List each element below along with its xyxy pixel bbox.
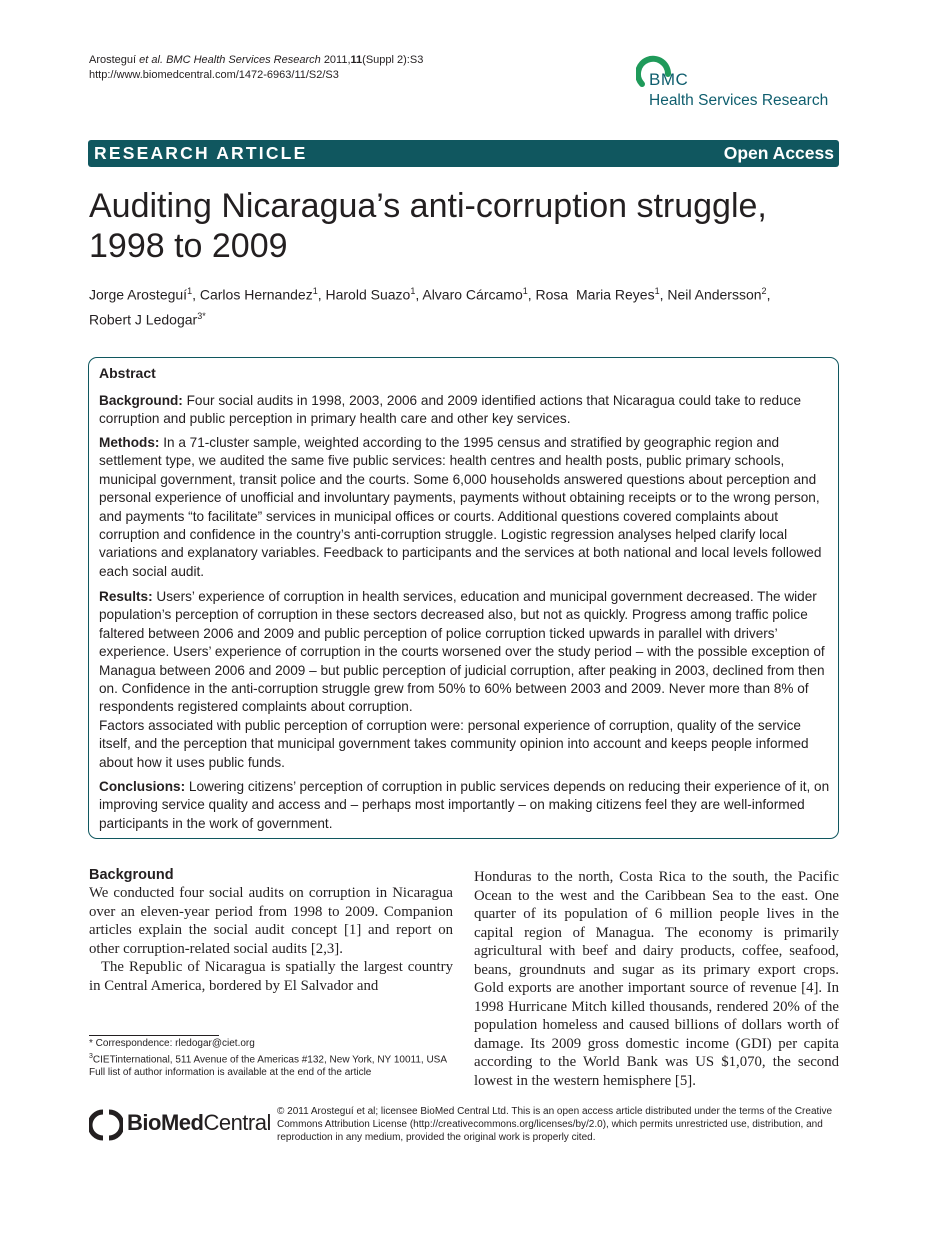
- affiliation-text: CIETinternational, 511 Avenue of the Americas #132, New York, NY 10011, USA: [92, 1054, 448, 1066]
- biomed-bold: BioMed: [127, 1110, 204, 1135]
- body-paragraph: The Republic of Nicaragua is spatially the largest country in Central America, bordered by El Salvador and: [89, 959, 453, 994]
- abstract-background-text: Four social audits in 1998, 2003, 2006 and 2009 identified actions that Nicaragua could take to reduce corruption and public perception in primary health care and other key services.: [99, 393, 802, 427]
- article-title: [89, 186, 849, 266]
- abstract-results: [99, 588, 834, 772]
- abstract-methods-label: Methods:: [99, 435, 160, 450]
- body-column-left: [89, 866, 453, 995]
- author-affil-sup: 1: [410, 286, 416, 296]
- footnote-rule: [89, 1035, 219, 1036]
- biomed-central-logo: [89, 1107, 271, 1143]
- citation-author: Arosteguí: [89, 54, 137, 66]
- abstract-background: [99, 392, 834, 429]
- title-line-1: Auditing Nicaragua’s anti-corruption struggle,: [89, 187, 767, 225]
- article-type-label: RESEARCH ARTICLE: [94, 143, 308, 163]
- abstract-methods: [99, 434, 834, 581]
- abstract-results-text-2: Factors associated with public perception of corruption were: personal experience of corruption, quality of the service itself, and the perception that municipal government takes community opinion into account and keeps people informed about how it uses public funds.: [99, 717, 809, 770]
- citation-volume: 11: [350, 54, 363, 66]
- author: Robert J Ledogar: [89, 311, 198, 328]
- abstract-heading: Abstract: [99, 365, 156, 381]
- abstract-results-text: Users’ experience of corruption in health services, education and municipal government decreased. The wider population’s perception of corruption in these sectors decreased also, but not as quickly. Progress among traffic police faltered between 2006 and 2009 and public perception of police corruption ticked upwards in parallel with drivers’ experience. Users’ experience of corruption in the courts worsened over the study period – with the possible exception of Managua between 2006 and 2009 – but public perception of judicial corruption, after peaking in 2003, declined from then on. Confidence in the anti-corruption struggle grew from 50% to 60% between 2003 and 2009. Never more than 8% of respondents registered complaints about corruption.: [99, 589, 825, 715]
- citation-header: [89, 53, 423, 83]
- abstract-conclusions-text: Lowering citizens’ perception of corruption in public services depends on reducing their experience of it, on improving service quality and access and – perhaps most importantly – on making citizens feel they are well-informed participants in the work of government.: [99, 779, 830, 831]
- author-affil-sup: 1: [187, 286, 193, 296]
- bmc-journal-logo: [632, 52, 842, 116]
- abstract-conclusions-label: Conclusions:: [99, 779, 186, 794]
- author: Alvaro Cárcamo: [422, 286, 523, 303]
- author-affil-sup: 1: [654, 286, 660, 296]
- citation-url[interactable]: http://www.biomedcentral.com/1472-6963/11/S2/S3: [89, 69, 339, 81]
- full-list-note: Full list of author information is available at the end of the article: [89, 1067, 372, 1079]
- abstract-methods-text: In a 71-cluster sample, weighted according to the 1995 census and stratified by geographic region and settlement type, we audited the same five public services: health centres and health posts, public primary schools, municipal government, transit police and the courts. Some 6,000 households answered questions about perception and personal experience of unofficial and involuntary payments, payments without obtaining receipts or to the wrong person, and payments “to facilitate” services in municipal offices or courts. Additional questions covered complaints about corruption and confidence in the country’s anti-corruption struggle. Logistic regression analyses helped clarify local variations and explanatory variables. Feedback to participants and the services at both national and local levels followed each social audit.: [99, 435, 822, 579]
- bmc-logo-mark: BMC: [649, 70, 689, 89]
- citation-etal: et al.: [139, 54, 164, 66]
- license-text: © 2011 Arosteguí et al; licensee BioMed Central Ltd. This is an open access article distributed under the terms of the Creative Commons Attribution License (http://creativecommons.org/licenses/by/2.0), which permits unrestricted use, distribution, and reproduction in any medium, provided the original work is properly cited.: [277, 1106, 833, 1143]
- section-heading-background: Background: [89, 867, 174, 883]
- abstract-conclusions: [99, 778, 834, 833]
- author: Rosa Maria Reyes: [535, 286, 655, 303]
- abstract-background-label: Background:: [99, 393, 183, 408]
- correspondence-note: * Correspondence: rledogar@ciet.org: [89, 1038, 255, 1049]
- affiliation-sup: 3: [89, 1053, 93, 1060]
- author-list: Jorge Arosteguí$^1$, Carlos Hernandez$^1$, Harold Suazo$^1$, Alvaro Cárcamo$^1$, Rosa Maria Reyes$^1$, Neil Andersson$^2$, Robert J Ledogar$^{3*}$: [89, 286, 771, 328]
- biomed-wordmark: [127, 1110, 271, 1136]
- citation-issue: (Suppl 2):S3: [362, 54, 424, 66]
- body-paragraph: We conducted four social audits on corruption in Nicaragua over an eleven-year period from 1998 to 2009. Companion articles explain the social audit concept [1] and report on other corruption-related social audits [2,3].: [89, 885, 453, 957]
- title-line-2: 1998 to 2009: [89, 227, 288, 265]
- open-access-label: Open Access: [723, 143, 834, 163]
- author: Harold Suazo: [325, 286, 411, 303]
- author-affil-sup: 3*: [197, 310, 206, 321]
- author: Jorge Arosteguí: [89, 286, 188, 303]
- bmc-logo-journal: Health Services Research: [649, 92, 829, 109]
- author-affil-sup: 2: [761, 286, 767, 296]
- citation-journal: BMC Health Services Research: [166, 54, 321, 66]
- citation-year: 2011,: [323, 54, 351, 66]
- body-column-right: [474, 868, 839, 1090]
- citation-line: [89, 53, 423, 68]
- author: Carlos Hernandez: [199, 286, 313, 303]
- author: Neil Andersson: [667, 286, 762, 303]
- affiliation-note: [89, 1050, 459, 1066]
- biomed-light: Central: [203, 1110, 271, 1135]
- body-paragraph: Honduras to the north, Costa Rica to the south, the Pacific Ocean to the west and the Caribbean Sea to the east. One quarter of its population of 6 million people lives in the capital region of Managua. The economy is primarily agricultural with beef and dairy products, coffee, seafood, beans, groundnuts and sugar as its primary export crops. Gold exports are another important source of revenue [4]. In 1998 Hurricane Mitch killed thousands, rendered 20% of the population homeless and caused billions of dollars worth of damage. Its 2009 gross domestic income (GDI) per capita according to the World Bank was US $1,070, the second lowest in the western hemisphere [5].: [474, 869, 839, 1089]
- author-affil-sup: 1: [312, 286, 318, 296]
- abstract-results-label: Results:: [99, 589, 153, 604]
- author-affil-sup: 1: [522, 286, 528, 296]
- article-type-banner: [88, 140, 839, 167]
- biomed-bracket-icon: [89, 1109, 123, 1141]
- footnotes: [89, 1037, 459, 1079]
